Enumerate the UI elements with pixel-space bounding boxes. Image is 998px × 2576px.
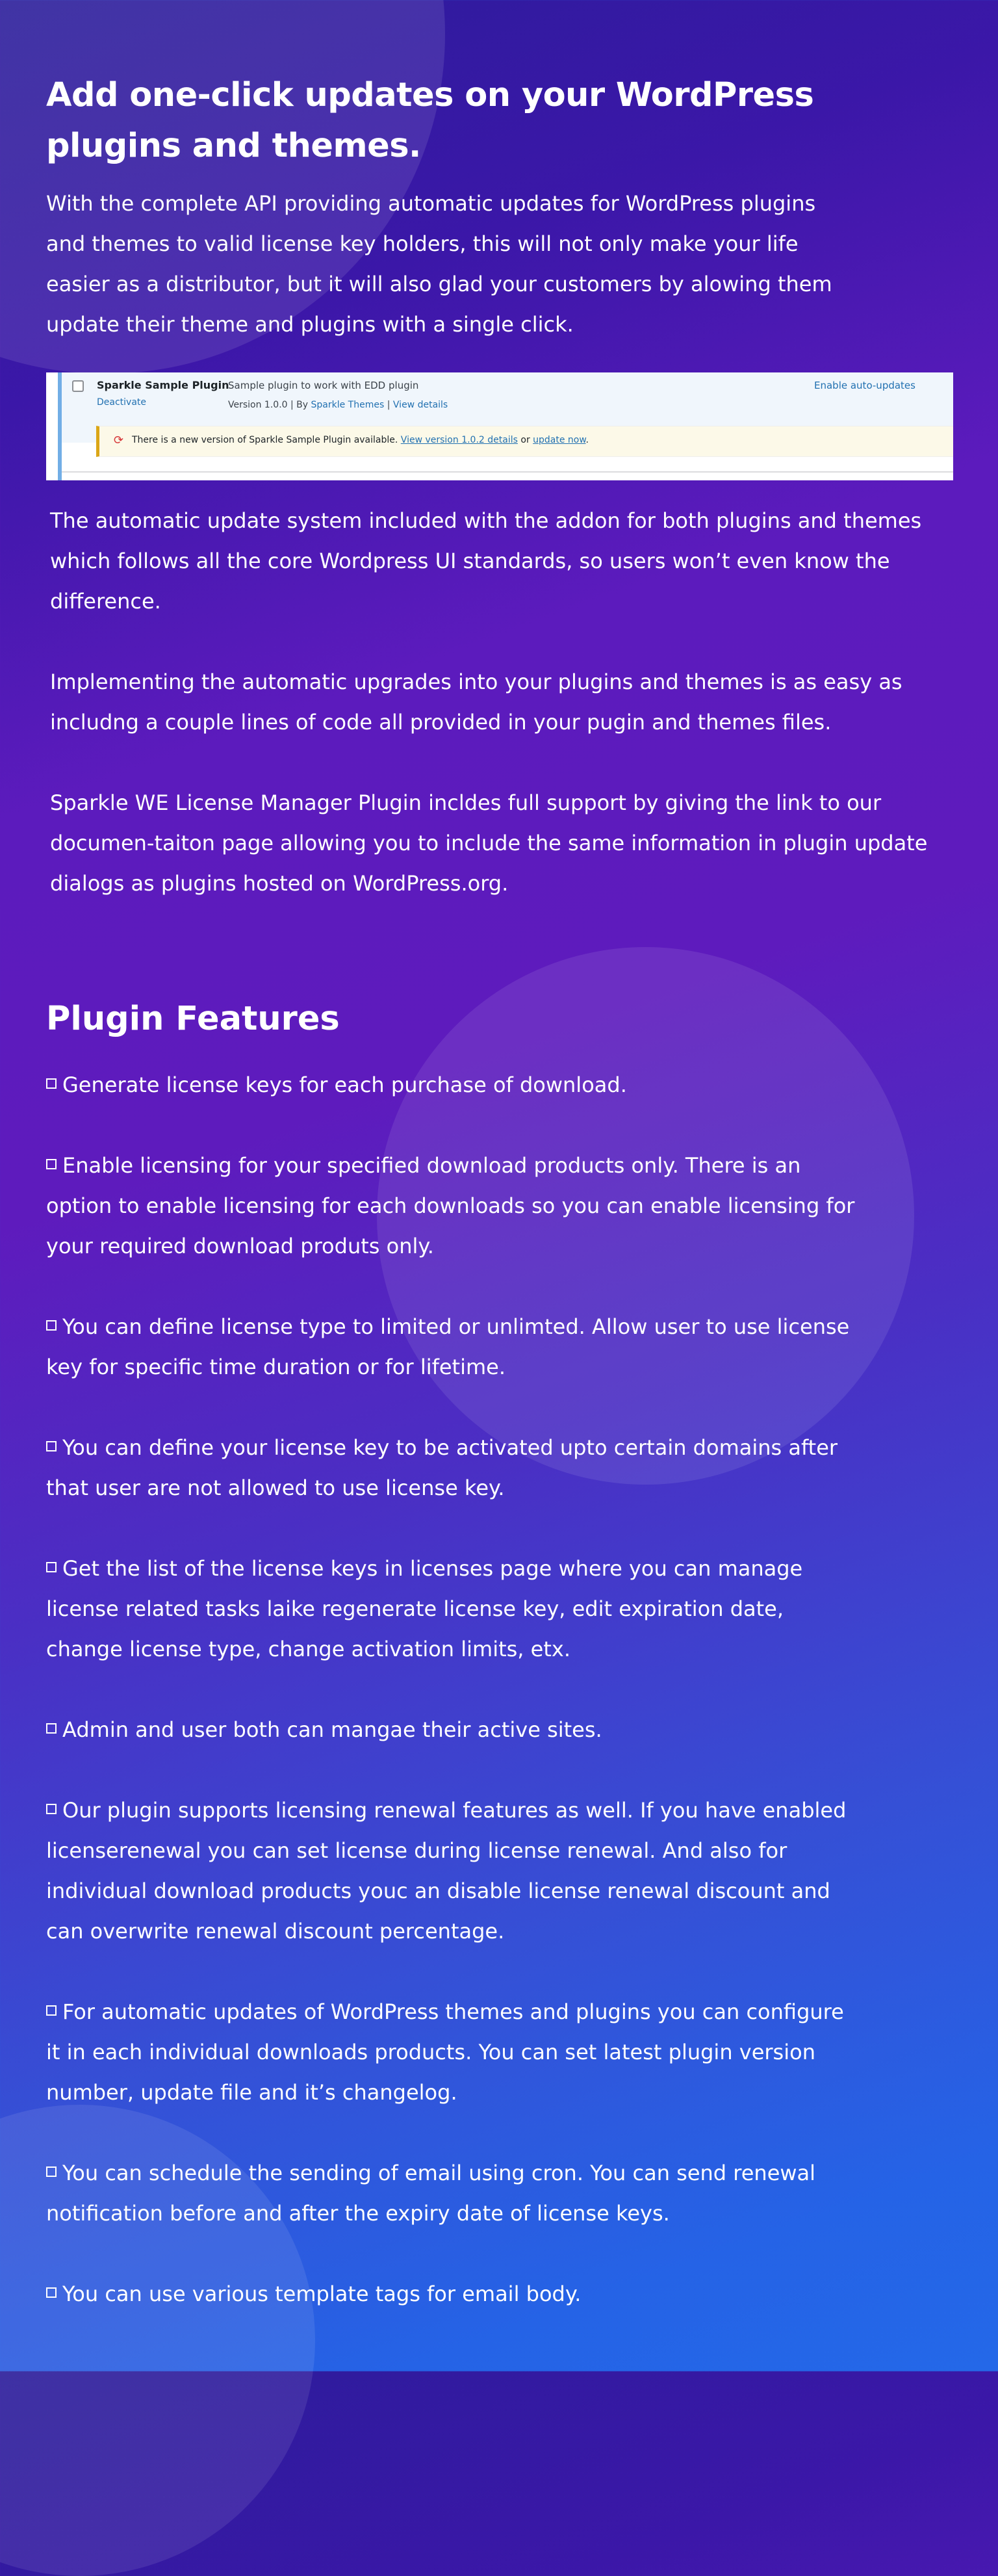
square-bullet-icon bbox=[46, 1320, 57, 1331]
plugin-author-link[interactable]: Sparkle Themes bbox=[311, 400, 385, 410]
feature-item bbox=[46, 1065, 858, 1105]
notice-prefix: There is a new version of Sparkle Sample Plugin available. bbox=[132, 435, 398, 445]
update-notice bbox=[96, 426, 953, 457]
deactivate-link[interactable]: Deactivate bbox=[97, 397, 147, 408]
update-notice-text bbox=[132, 435, 589, 445]
plugin-update-screenshot bbox=[46, 372, 953, 480]
square-bullet-icon bbox=[46, 1804, 57, 1814]
meta-separator: | bbox=[387, 400, 390, 410]
features-heading: Plugin Features bbox=[46, 1000, 340, 1038]
feature-text: Our plugin supports licensing renewal features as well. If you have enabled licenserenewal you can set license during license renewal. And also for individual download products youc an disable license renewal discount and can overwrite renewal discount percentage. bbox=[46, 1798, 847, 1944]
feature-item bbox=[46, 1427, 858, 1508]
feature-text: Enable licensing for your specified download products only. There is an option to enable licensing for each downloads so you can enable licensing for your required download produts only. bbox=[46, 1153, 855, 1258]
square-bullet-icon bbox=[46, 2005, 57, 2016]
square-bullet-icon bbox=[46, 1723, 57, 1734]
description-paragraph: The automatic update system included with the addon for both plugins and themes which follows all the core Wordpress UI standards, so users won’t even know the difference. bbox=[50, 508, 922, 614]
feature-item bbox=[46, 2274, 858, 2314]
feature-text: You can define license type to limited or unlimted. Allow user to use license key for specific time duration or for lifetime. bbox=[46, 1314, 850, 1379]
notice-or: or bbox=[520, 435, 530, 445]
plugin-name: Sparkle Sample Plugin bbox=[97, 379, 229, 391]
update-refresh-icon: ⟳ bbox=[114, 434, 124, 447]
update-now-link[interactable]: update now bbox=[533, 435, 586, 445]
square-bullet-icon bbox=[46, 1078, 57, 1089]
feature-item bbox=[46, 1992, 858, 2113]
plugin-description: Sample plugin to work with EDD plugin bbox=[228, 380, 419, 391]
feature-text: You can schedule the sending of email using cron. You can send renewal notification before and after the expiry date of license keys. bbox=[46, 2161, 816, 2226]
feature-text: Generate license keys for each purchase of download. bbox=[62, 1073, 627, 1097]
plugin-version: Version 1.0.0 | By bbox=[228, 400, 309, 410]
feature-item bbox=[46, 1145, 858, 1266]
row-active-indicator bbox=[58, 443, 62, 480]
feature-text: Get the list of the license keys in licenses page where you can manage license related tasks laike regenerate license key, edit expiration date, change license type, change activation limits, etx. bbox=[46, 1556, 803, 1661]
description-paragraph: Sparkle WE License Manager Plugin incldes full support by giving the link to our documen-taiton page allowing you to include the same information in plugin update dialogs as plugins hosted on WordPress.org. bbox=[50, 790, 928, 896]
description-section bbox=[50, 501, 973, 904]
row-divider bbox=[58, 471, 953, 473]
feature-text: You can use various template tags for email body. bbox=[62, 2282, 582, 2306]
square-bullet-icon bbox=[46, 1562, 57, 1572]
feature-text: Admin and user both can mangae their active sites. bbox=[62, 1717, 602, 1742]
feature-item bbox=[46, 1790, 858, 1951]
enable-auto-updates-link[interactable]: Enable auto-updates bbox=[814, 380, 915, 391]
features-list bbox=[46, 1065, 858, 2354]
description-paragraph: Implementing the automatic upgrades into your plugins and themes is as easy as includng a couple lines of code all provided in your pugin and themes files. bbox=[50, 670, 902, 735]
square-bullet-icon bbox=[46, 2166, 57, 2177]
view-version-details-link[interactable]: View version 1.0.2 details bbox=[400, 435, 518, 445]
square-bullet-icon bbox=[46, 2287, 57, 2298]
square-bullet-icon bbox=[46, 1159, 57, 1169]
view-details-link[interactable]: View details bbox=[392, 400, 448, 410]
feature-item bbox=[46, 1307, 858, 1387]
feature-item bbox=[46, 1548, 858, 1669]
feature-text: For automatic updates of WordPress themes and plugins you can configure it in each individual downloads products. You can set latest plugin version number, update file and it’s changelog. bbox=[46, 1999, 844, 2105]
square-bullet-icon bbox=[46, 1441, 57, 1451]
hero-title: Add one-click updates on your WordPress plugins and themes. bbox=[46, 76, 814, 165]
plugin-checkbox[interactable] bbox=[72, 380, 84, 392]
hero-intro: With the complete API providing automatic updates for WordPress plugins and themes to valid license key holders, this will not only make your life easier as a distributor, but it will also glad your customers by alowing them update their theme and plugins with a single click. bbox=[46, 191, 832, 337]
notice-suffix: . bbox=[585, 435, 589, 445]
plugin-meta bbox=[228, 400, 448, 410]
feature-item bbox=[46, 1710, 858, 1750]
feature-text: You can define your license key to be activated upto certain domains after that user are not allowed to use license key. bbox=[46, 1435, 838, 1500]
feature-item bbox=[46, 2153, 858, 2233]
